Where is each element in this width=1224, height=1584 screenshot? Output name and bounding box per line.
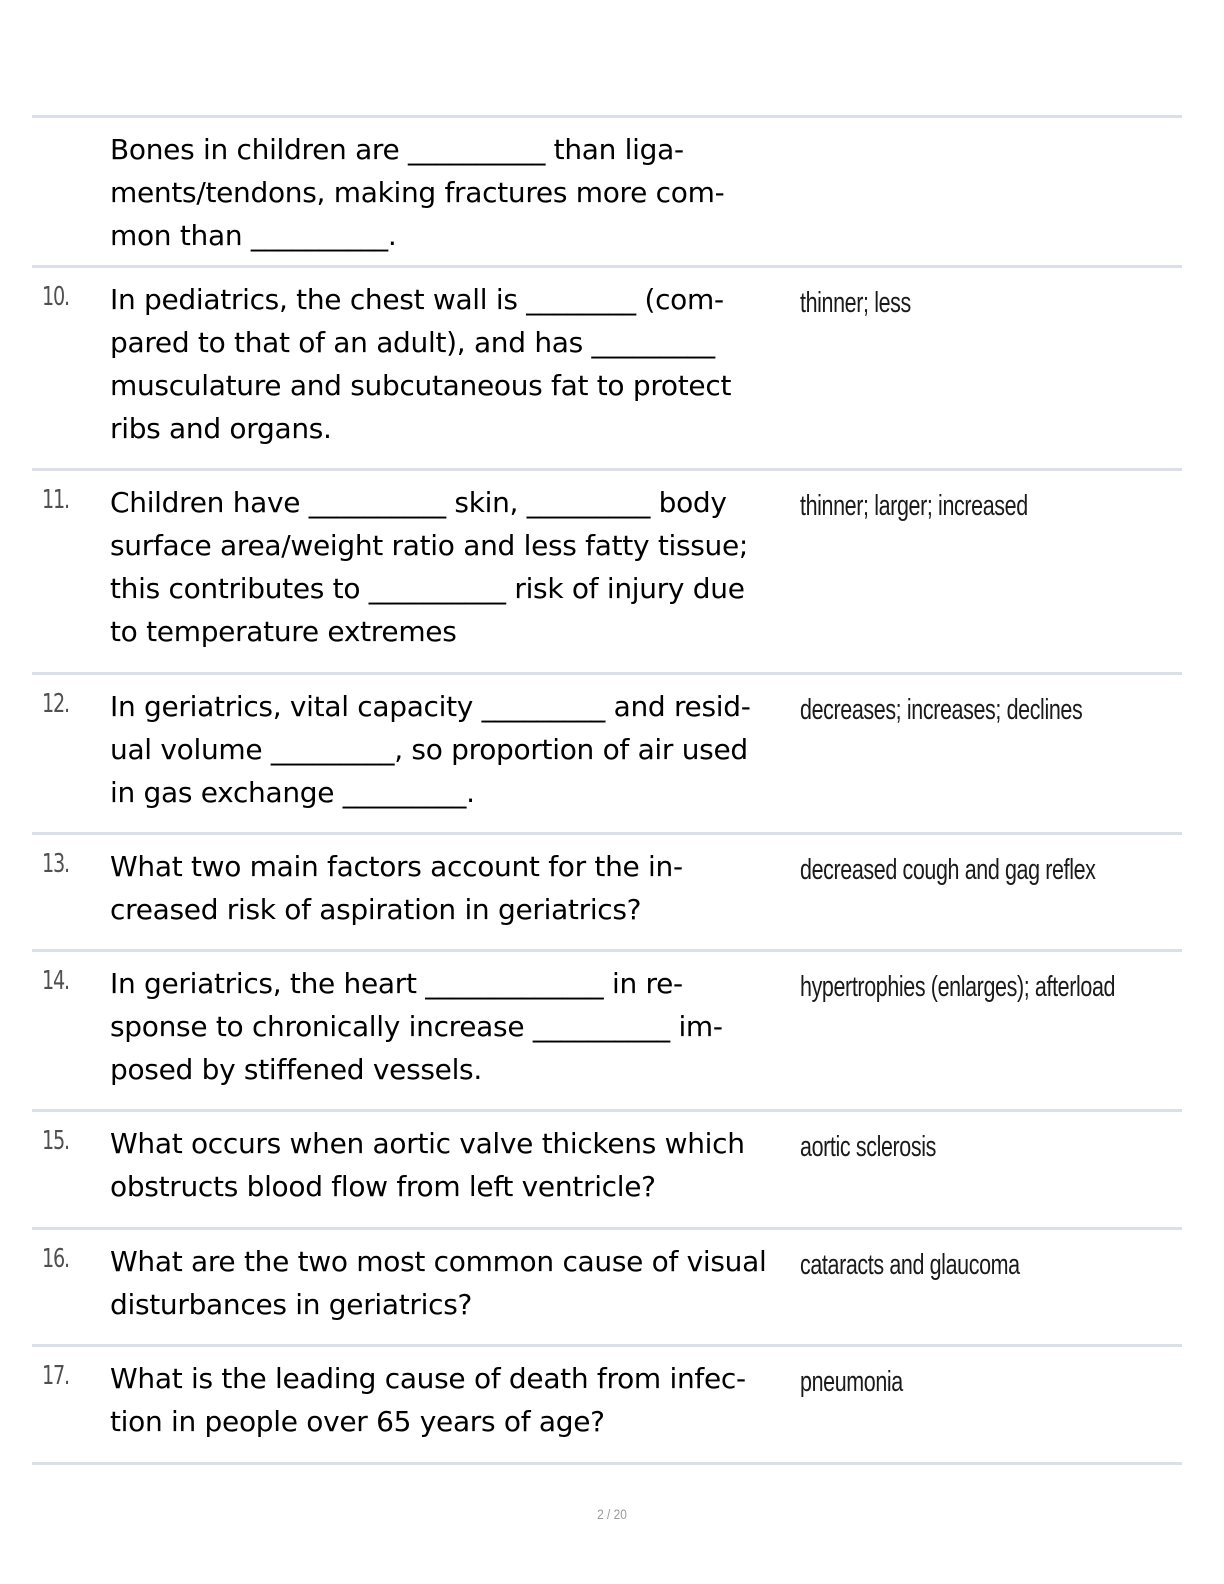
card-question: Children have __________ skin, _________ body surface area/weight ratio and less fatty tissue; this contributes to __________ risk of injury due to temperature extremes [110,486,749,648]
card-number: 12. [42,689,69,719]
card-question: In geriatrics, the heart _____________ in re- sponse to chronically increase __________ im- posed by stiffened vessels. [110,967,723,1086]
card-question: What are the two most common cause of visual disturbances in geriatrics? [110,1245,767,1321]
card-number: 13. [42,849,69,879]
card-question: In geriatrics, vital capacity _________ and resid- ual volume _________, so proportion of air used in gas exchange _________. [110,690,751,809]
card-answer: hypertrophies (enlarges); afterload [800,971,1116,1003]
flashcard-row [32,675,1182,835]
flashcard-row [32,1112,1182,1230]
card-number: 15. [42,1126,69,1156]
card-number: 16. [42,1244,69,1274]
card-answer: thinner; larger; increased [800,490,1028,522]
card-answer: aortic sclerosis [800,1131,936,1163]
page-number: 2 / 20 [597,1506,627,1522]
flashcard-row [32,952,1182,1112]
flashcard-row [32,471,1182,675]
flashcard-row [32,118,1182,268]
card-number: 10. [42,282,69,312]
card-answer: thinner; less [800,287,911,319]
card-answer: pneumonia [800,1366,903,1398]
card-answer: decreases; increases; declines [800,694,1083,726]
card-number: 11. [42,485,69,515]
card-question: What occurs when aortic valve thickens which obstructs blood flow from left ventricle? [110,1127,745,1203]
card-number: 17. [42,1361,69,1391]
card-question: What two main factors account for the in- creased risk of aspiration in geriatrics? [110,850,683,926]
flashcard-row [32,835,1182,952]
card-question: In pediatrics, the chest wall is ________ (com- pared to that of an adult), and has _________ musculature and subcutaneous fat to protect ribs and organs. [110,283,732,445]
card-number: 14. [42,966,69,996]
flashcard-row [32,1347,1182,1465]
flashcard-row [32,1230,1182,1347]
flashcard-row [32,268,1182,471]
card-answer: cataracts and glaucoma [800,1249,1020,1281]
card-question: What is the leading cause of death from infec- tion in people over 65 years of age? [110,1362,746,1438]
card-question: Bones in children are __________ than liga- ments/tendons, making fractures more com- mon than __________. [110,133,725,252]
card-answer: decreased cough and gag reflex [800,854,1096,886]
